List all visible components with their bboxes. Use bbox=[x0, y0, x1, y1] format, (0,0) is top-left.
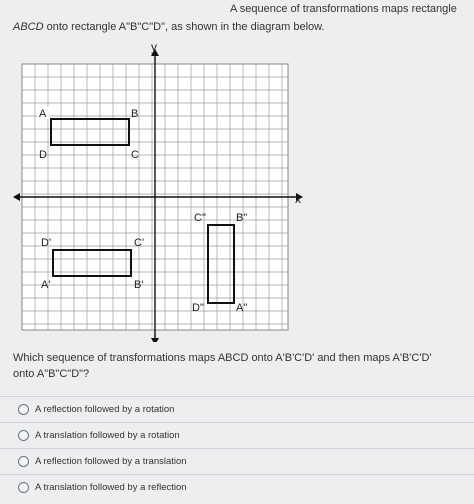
vertex-label-a-double-prime: A" bbox=[236, 302, 248, 314]
vertex-label-d-prime: D' bbox=[41, 237, 52, 249]
x-axis-label: x bbox=[295, 192, 301, 206]
vertex-label-c: C bbox=[131, 149, 139, 161]
vertex-label-a-prime: A' bbox=[41, 279, 51, 291]
coordinate-grid-diagram bbox=[8, 40, 308, 342]
answer-option-label: A reflection followed by a rotation bbox=[35, 404, 175, 415]
prompt-line-2-text: onto rectangle A"B"C"D", as shown in the diagram below. bbox=[46, 21, 325, 33]
vertex-label-b-prime: B' bbox=[134, 279, 144, 291]
answer-option-3[interactable] bbox=[0, 448, 474, 474]
radio-button-icon[interactable] bbox=[18, 404, 29, 415]
prompt-line-2 bbox=[13, 21, 325, 33]
vertex-label-d: D bbox=[39, 149, 47, 161]
y-axis-arrow-down-icon bbox=[151, 338, 159, 342]
prompt-line-1: A sequence of transformations maps rectangle bbox=[230, 3, 457, 15]
answer-option-label: A translation followed by a reflection bbox=[35, 482, 187, 493]
y-axis-label: y bbox=[151, 40, 157, 54]
answer-option-2[interactable] bbox=[0, 422, 474, 448]
answer-option-1[interactable] bbox=[0, 396, 474, 422]
vertex-label-b-double-prime: B" bbox=[236, 212, 248, 224]
radio-button-icon[interactable] bbox=[18, 482, 29, 493]
x-axis-arrow-left-icon bbox=[13, 193, 20, 201]
question-text: Which sequence of transformations maps ABCD onto A'B'C'D' and then maps A'B'C'D' onto A"B"C"D"? bbox=[13, 352, 432, 380]
answer-option-label: A reflection followed by a translation bbox=[35, 456, 187, 467]
coordinate-grid-svg bbox=[8, 40, 308, 342]
radio-button-icon[interactable] bbox=[18, 430, 29, 441]
vertex-label-a: A bbox=[39, 108, 47, 120]
vertex-label-c-double-prime: C" bbox=[194, 212, 206, 224]
vertex-label-c-prime: C' bbox=[134, 237, 145, 249]
radio-button-icon[interactable] bbox=[18, 456, 29, 467]
answer-option-label: A translation followed by a rotation bbox=[35, 430, 180, 441]
vertex-label-d-double-prime: D" bbox=[192, 302, 204, 314]
vertex-label-b: B bbox=[131, 108, 139, 120]
prompt-line-2-rect-name: ABCD bbox=[13, 21, 44, 33]
answer-list bbox=[0, 396, 474, 500]
answer-option-4[interactable] bbox=[0, 474, 474, 500]
